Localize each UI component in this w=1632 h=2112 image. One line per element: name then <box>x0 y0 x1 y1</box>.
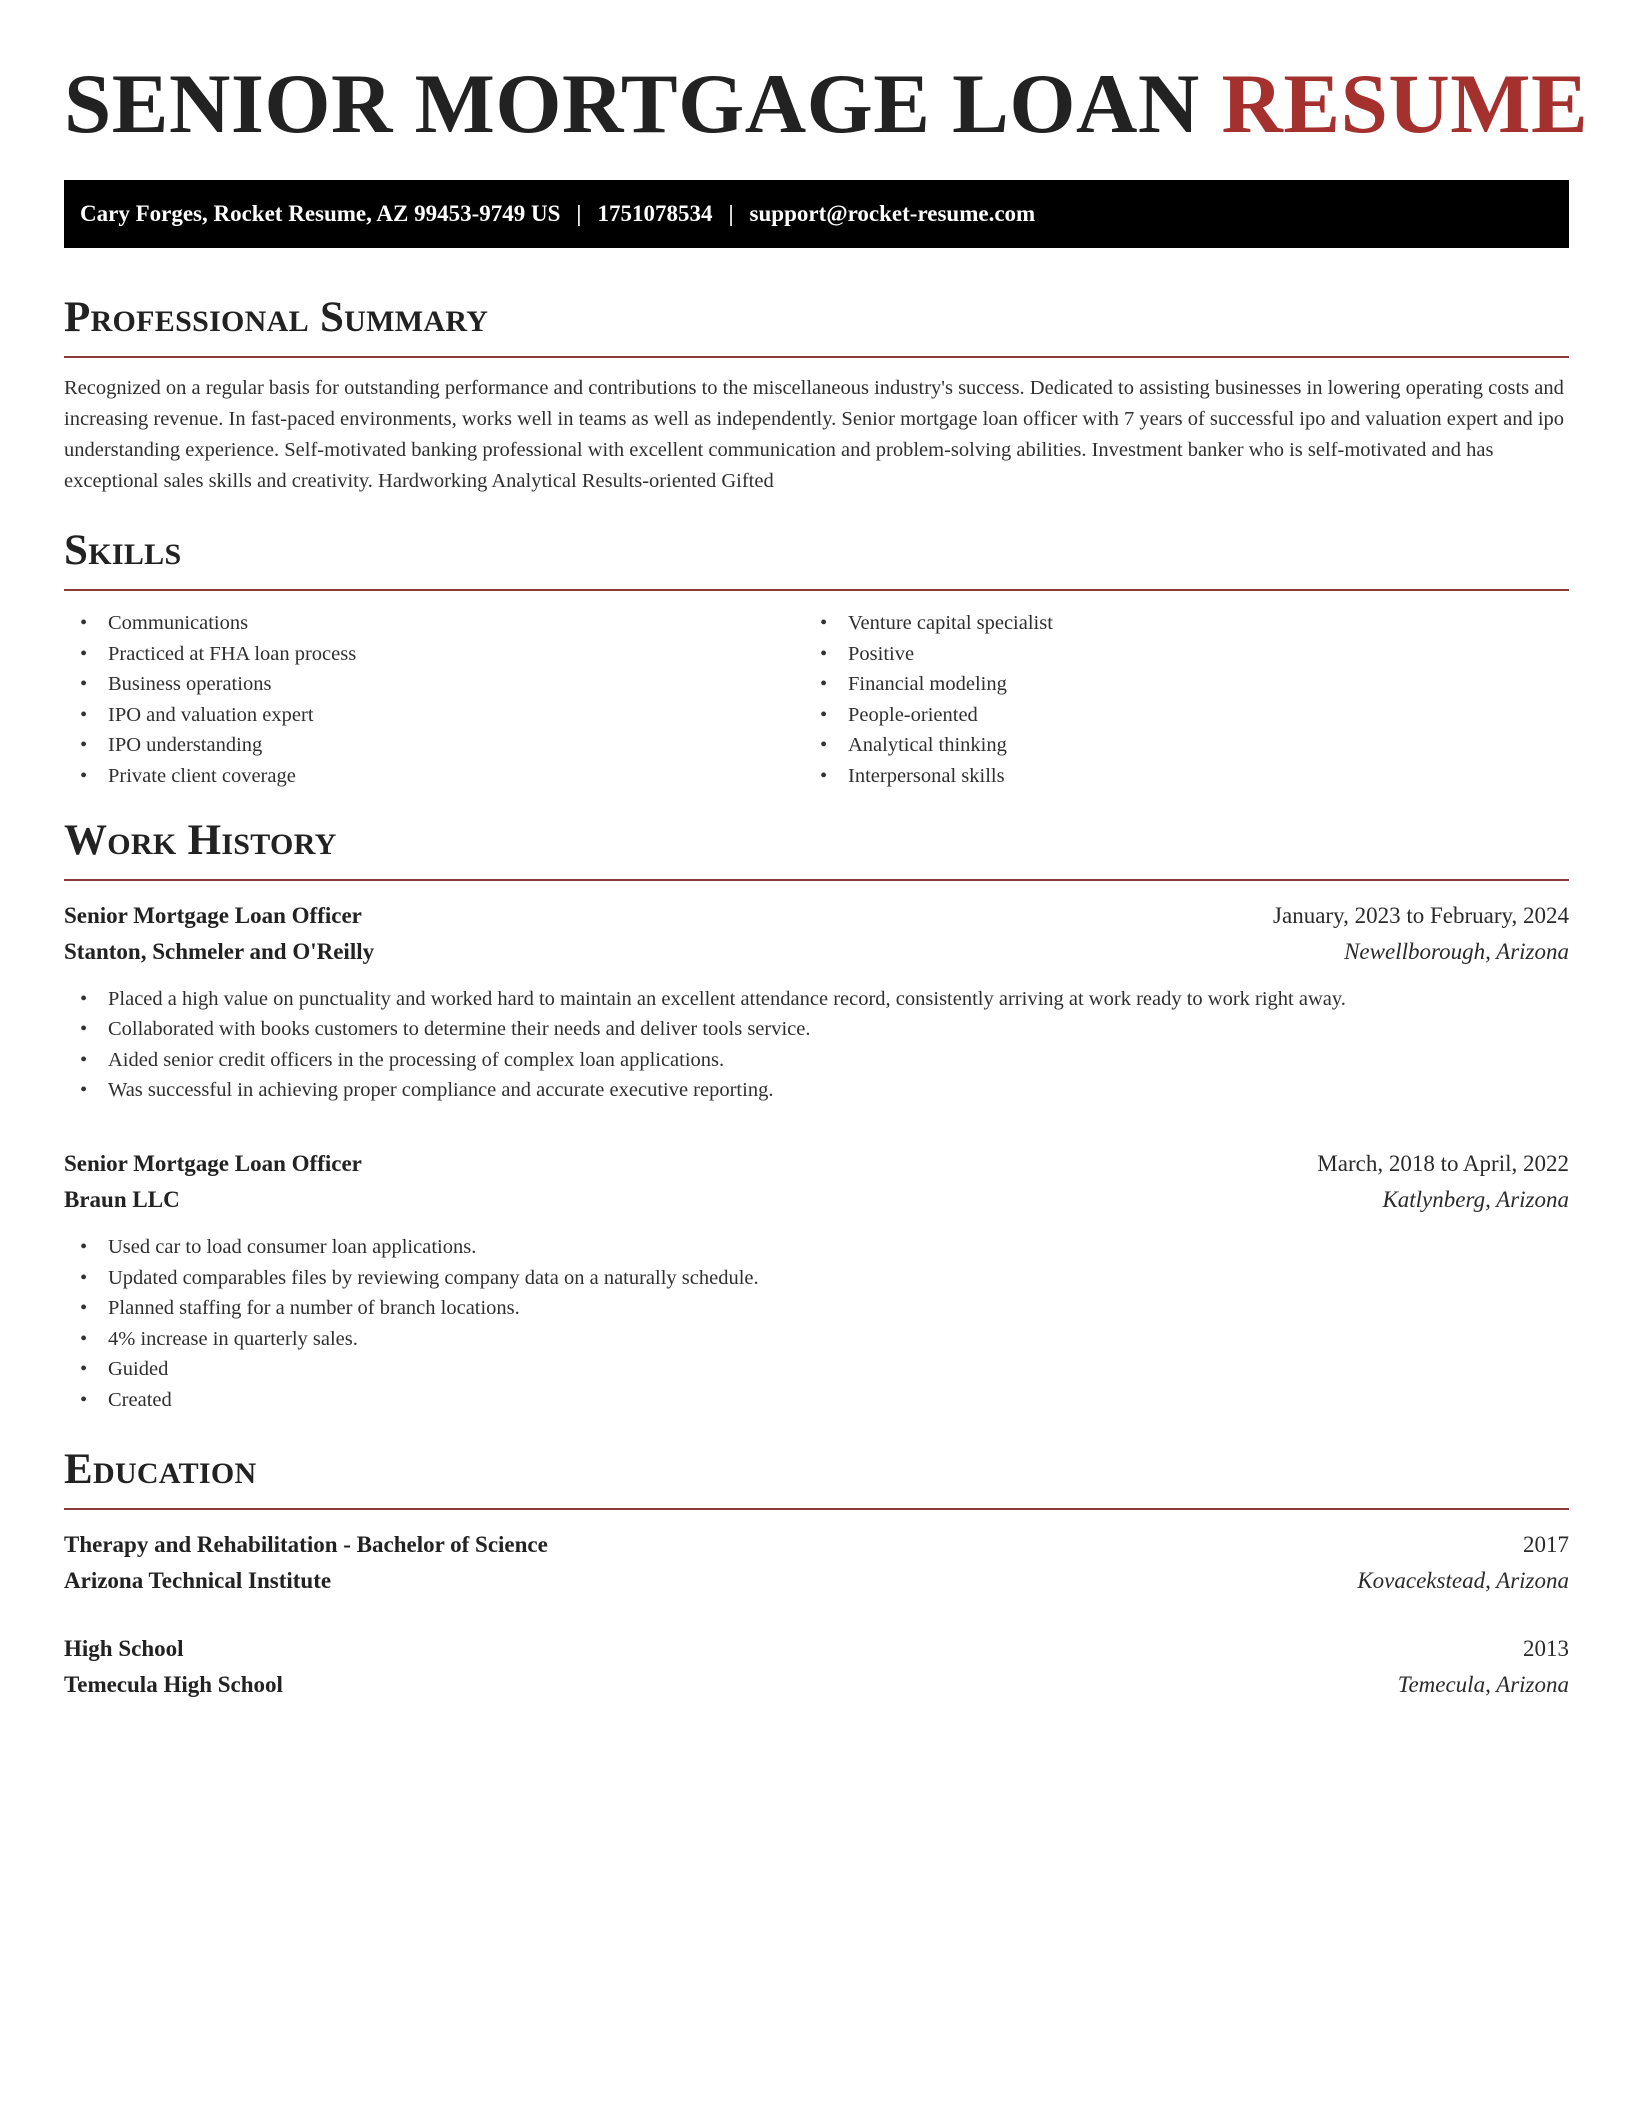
skill-item: • Financial modeling <box>804 669 1544 700</box>
job-bullet: • Created <box>64 1385 1569 1416</box>
skill-item: • Venture capital specialist <box>804 608 1544 639</box>
education-degree-row <box>64 1631 1569 1667</box>
contact-address: Cary Forges, Rocket Resume, AZ 99453-9749 US <box>80 201 561 226</box>
education-entry <box>64 1527 1569 1599</box>
education-year: 2013 <box>1523 1635 1569 1661</box>
job-bullets <box>64 984 1569 1106</box>
skills-grid <box>64 608 1569 792</box>
education-school: Arizona Technical Institute <box>64 1567 332 1593</box>
education-degree: High School <box>64 1635 184 1661</box>
job-bullet: • Guided <box>64 1354 1569 1385</box>
education-school-row <box>64 1667 1569 1703</box>
education-heading: Education <box>64 1445 257 1493</box>
education-entry <box>64 1631 1569 1703</box>
job-bullet: • Aided senior credit officers in the processing of complex loan applications. <box>64 1045 1569 1076</box>
summary-text: Recognized on a regular basis for outstanding performance and contributions to the miscellaneous industry's success. Dedicated to assisting businesses in lowering operating costs and increasing revenue. In fast-paced environments, works well in teams as well as independently. Senior mortgage loan officer with 7 years of successful ipo and valuation expert and ipo understanding experience. Self-motivated banking professional with excellent communication and problem-solving abilities. Investment banker who is self-motivated and has exceptional sales skills and creativity. Hardworking Analytical Results-oriented Gifted <box>64 377 1565 492</box>
education-school: Temecula High School <box>64 1671 283 1697</box>
skill-item: • People-oriented <box>804 700 1544 731</box>
education-school-row <box>64 1563 1569 1599</box>
job-entry <box>64 898 1569 1106</box>
resume-title <box>64 56 1589 152</box>
skill-item: • Interpersonal skills <box>804 761 1544 792</box>
resume-page <box>64 56 1589 1703</box>
skills-list-left <box>64 608 804 792</box>
job-company-row <box>64 934 1569 970</box>
job-dates: January, 2023 to February, 2024 <box>1273 902 1569 928</box>
contact-separator: | <box>728 201 734 226</box>
section-divider <box>64 879 1569 881</box>
job-bullet: • 4% increase in quarterly sales. <box>64 1324 1569 1355</box>
education-degree: Therapy and Rehabilitation - Bachelor of Science <box>64 1531 548 1557</box>
section-divider <box>64 356 1569 358</box>
title-main: SENIOR MORTGAGE LOAN <box>64 57 1200 151</box>
section-divider <box>64 1508 1569 1510</box>
job-header-row <box>64 898 1569 934</box>
contact-email: support@rocket-resume.com <box>749 201 1036 226</box>
education-location: Temecula, Arizona <box>1397 1671 1569 1697</box>
skill-item: • Business operations <box>64 669 804 700</box>
job-title: Senior Mortgage Loan Officer <box>64 1150 362 1176</box>
work-history-heading: Work History <box>64 816 337 864</box>
job-dates: March, 2018 to April, 2022 <box>1317 1150 1569 1176</box>
summary-heading: Professional Summary <box>64 294 489 341</box>
skills-list-right <box>804 608 1544 792</box>
skill-item: • Positive <box>804 639 1544 670</box>
education-degree-row <box>64 1527 1569 1563</box>
job-title: Senior Mortgage Loan Officer <box>64 902 362 928</box>
job-bullets <box>64 1232 1569 1416</box>
job-bullet: • Was successful in achieving proper compliance and accurate executive reporting. <box>64 1075 1569 1106</box>
title-accent: RESUME <box>1221 57 1589 151</box>
skills-heading: Skills <box>64 527 182 574</box>
job-header-row <box>64 1146 1569 1182</box>
job-location: Newellborough, Arizona <box>1344 938 1569 964</box>
job-location: Katlynberg, Arizona <box>1382 1186 1569 1212</box>
skill-item: • Communications <box>64 608 804 639</box>
job-bullet: • Collaborated with books customers to determine their needs and deliver tools service. <box>64 1014 1569 1045</box>
job-bullet: • Planned staffing for a number of branch locations. <box>64 1293 1569 1324</box>
education-location: Kovacekstead, Arizona <box>1357 1567 1569 1593</box>
job-company: Braun LLC <box>64 1186 180 1212</box>
education-year: 2017 <box>1523 1531 1569 1557</box>
skill-item: • IPO and valuation expert <box>64 700 804 731</box>
job-bullet: • Placed a high value on punctuality and worked hard to maintain an excellent attendance record, consistently arriving at work ready to work right away. <box>64 984 1569 1015</box>
job-company-row <box>64 1182 1569 1218</box>
job-bullet: • Updated comparables files by reviewing company data on a naturally schedule. <box>64 1263 1569 1294</box>
skill-item: • IPO understanding <box>64 730 804 761</box>
contact-phone: 1751078534 <box>597 201 713 226</box>
skill-item: • Private client coverage <box>64 761 804 792</box>
section-divider <box>64 589 1569 591</box>
job-company: Stanton, Schmeler and O'Reilly <box>64 938 375 964</box>
job-bullet: • Used car to load consumer loan applications. <box>64 1232 1569 1263</box>
skill-item: • Analytical thinking <box>804 730 1544 761</box>
skill-item: • Practiced at FHA loan process <box>64 639 804 670</box>
job-entry <box>64 1146 1569 1416</box>
contact-separator: | <box>576 201 582 226</box>
contact-bar <box>64 180 1569 248</box>
